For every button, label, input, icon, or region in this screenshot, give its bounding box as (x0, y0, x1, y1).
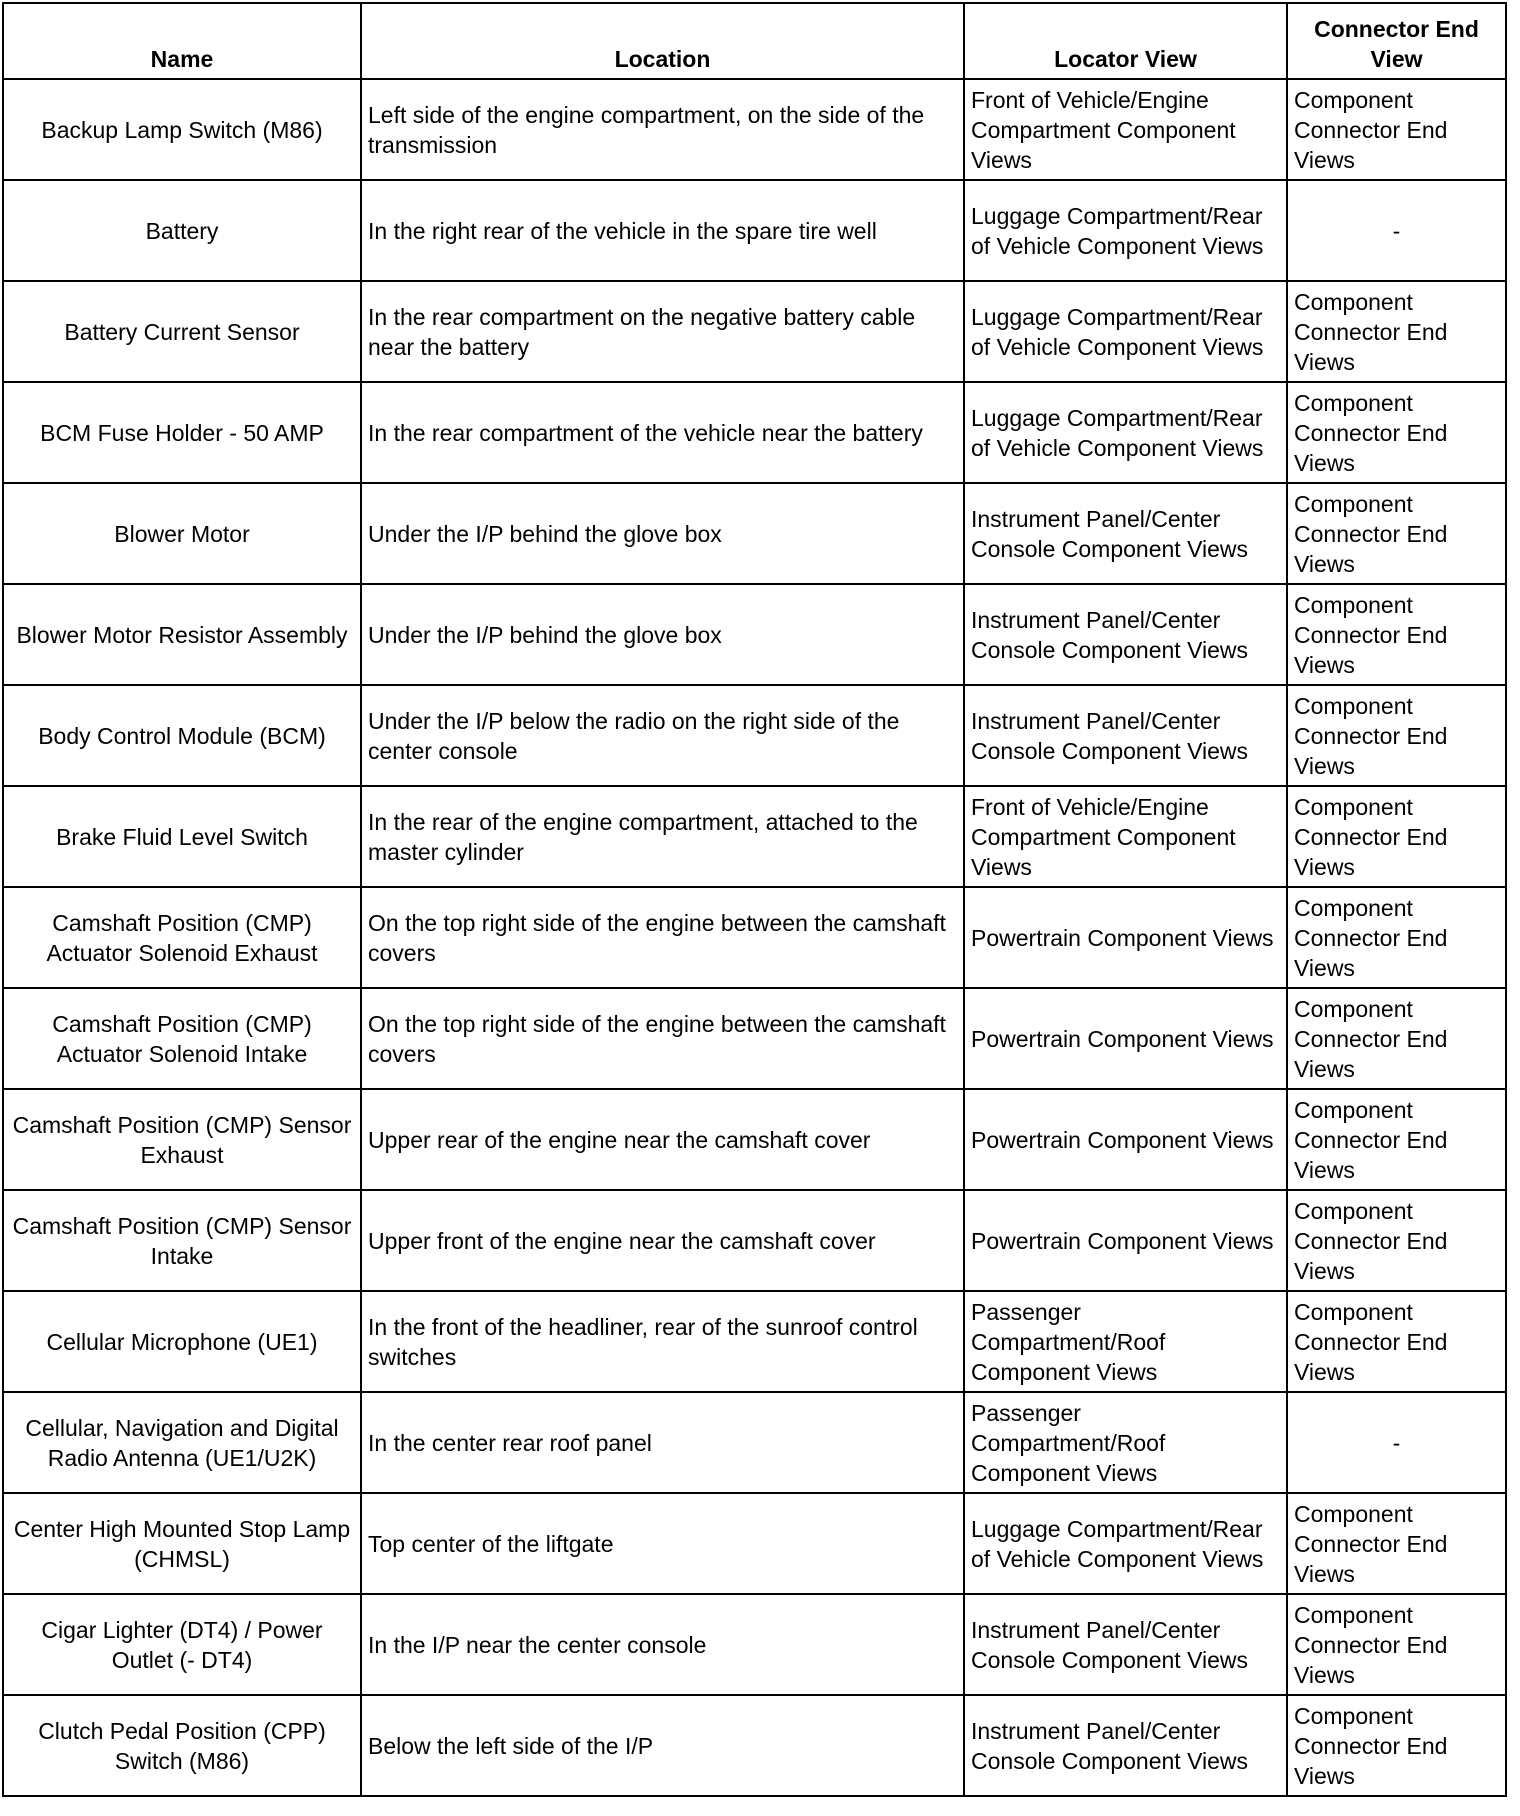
cell-connector-end-view: Component Connector End Views (1287, 281, 1506, 382)
cell-connector-end-view: - (1287, 180, 1506, 281)
table-body (3, 79, 1506, 1796)
cell-locator-view: Instrument Panel/Center Console Component Views (964, 1695, 1287, 1796)
cell-locator-view: Instrument Panel/Center Console Component Views (964, 584, 1287, 685)
cell-name: Camshaft Position (CMP) Actuator Solenoid Exhaust (3, 887, 361, 988)
cell-name: Cellular, Navigation and Digital Radio Antenna (UE1/U2K) (3, 1392, 361, 1493)
cell-name: Clutch Pedal Position (CPP) Switch (M86) (3, 1695, 361, 1796)
cell-name: Blower Motor Resistor Assembly (3, 584, 361, 685)
cell-location: In the front of the headliner, rear of the sunroof control switches (361, 1291, 964, 1392)
cell-location: On the top right side of the engine between the camshaft covers (361, 887, 964, 988)
component-locator-table (2, 2, 1507, 1797)
table-row (3, 584, 1506, 685)
table-row (3, 786, 1506, 887)
cell-location: Top center of the liftgate (361, 1493, 964, 1594)
cell-locator-view: Powertrain Component Views (964, 1190, 1287, 1291)
cell-connector-end-view: Component Connector End Views (1287, 887, 1506, 988)
cell-locator-view: Passenger Compartment/Roof Component Views (964, 1291, 1287, 1392)
cell-connector-end-view: Component Connector End Views (1287, 1695, 1506, 1796)
cell-locator-view: Instrument Panel/Center Console Component Views (964, 685, 1287, 786)
cell-connector-end-view: Component Connector End Views (1287, 1089, 1506, 1190)
cell-location: In the I/P near the center console (361, 1594, 964, 1695)
cell-location: In the rear of the engine compartment, attached to the master cylinder (361, 786, 964, 887)
table-row (3, 382, 1506, 483)
cell-locator-view: Luggage Compartment/Rear of Vehicle Component Views (964, 1493, 1287, 1594)
cell-name: Battery Current Sensor (3, 281, 361, 382)
cell-locator-view: Luggage Compartment/Rear of Vehicle Component Views (964, 281, 1287, 382)
cell-connector-end-view: - (1287, 1392, 1506, 1493)
cell-connector-end-view: Component Connector End Views (1287, 1594, 1506, 1695)
table-row (3, 483, 1506, 584)
table-row (3, 180, 1506, 281)
cell-connector-end-view: Component Connector End Views (1287, 1291, 1506, 1392)
cell-locator-view: Front of Vehicle/Engine Compartment Component Views (964, 79, 1287, 180)
header-row (3, 3, 1506, 79)
cell-locator-view: Luggage Compartment/Rear of Vehicle Component Views (964, 180, 1287, 281)
table-row (3, 1695, 1506, 1796)
cell-locator-view: Passenger Compartment/Roof Component Views (964, 1392, 1287, 1493)
header-name: Name (3, 3, 361, 79)
table-row (3, 79, 1506, 180)
cell-name: Camshaft Position (CMP) Sensor Exhaust (3, 1089, 361, 1190)
table-row (3, 1493, 1506, 1594)
cell-location: Upper rear of the engine near the camshaft cover (361, 1089, 964, 1190)
cell-connector-end-view: Component Connector End Views (1287, 1190, 1506, 1291)
cell-location: In the right rear of the vehicle in the spare tire well (361, 180, 964, 281)
cell-name: Cellular Microphone (UE1) (3, 1291, 361, 1392)
table-row (3, 1594, 1506, 1695)
cell-location: In the rear compartment on the negative battery cable near the battery (361, 281, 964, 382)
cell-location: On the top right side of the engine between the camshaft covers (361, 988, 964, 1089)
cell-name: Center High Mounted Stop Lamp (CHMSL) (3, 1493, 361, 1594)
table-row (3, 1291, 1506, 1392)
cell-connector-end-view: Component Connector End Views (1287, 1493, 1506, 1594)
cell-location: Under the I/P behind the glove box (361, 483, 964, 584)
table-row (3, 988, 1506, 1089)
cell-connector-end-view: Component Connector End Views (1287, 382, 1506, 483)
cell-location: Upper front of the engine near the camshaft cover (361, 1190, 964, 1291)
cell-connector-end-view: Component Connector End Views (1287, 584, 1506, 685)
cell-name: Body Control Module (BCM) (3, 685, 361, 786)
cell-location: Below the left side of the I/P (361, 1695, 964, 1796)
cell-name: Brake Fluid Level Switch (3, 786, 361, 887)
cell-connector-end-view: Component Connector End Views (1287, 685, 1506, 786)
table-row (3, 1190, 1506, 1291)
cell-name: Backup Lamp Switch (M86) (3, 79, 361, 180)
cell-name: Camshaft Position (CMP) Actuator Solenoid Intake (3, 988, 361, 1089)
cell-connector-end-view: Component Connector End Views (1287, 483, 1506, 584)
cell-locator-view: Instrument Panel/Center Console Component Views (964, 483, 1287, 584)
cell-name: Camshaft Position (CMP) Sensor Intake (3, 1190, 361, 1291)
cell-name: Blower Motor (3, 483, 361, 584)
cell-locator-view: Instrument Panel/Center Console Component Views (964, 1594, 1287, 1695)
table-row (3, 1089, 1506, 1190)
cell-name: BCM Fuse Holder - 50 AMP (3, 382, 361, 483)
cell-connector-end-view: Component Connector End Views (1287, 79, 1506, 180)
cell-name: Battery (3, 180, 361, 281)
cell-location: Left side of the engine compartment, on the side of the transmission (361, 79, 964, 180)
table-row (3, 1392, 1506, 1493)
table-row (3, 281, 1506, 382)
table-row (3, 685, 1506, 786)
header-connector-end-view: Connector End View (1287, 3, 1506, 79)
cell-connector-end-view: Component Connector End Views (1287, 786, 1506, 887)
cell-name: Cigar Lighter (DT4) / Power Outlet (- DT4) (3, 1594, 361, 1695)
cell-locator-view: Front of Vehicle/Engine Compartment Component Views (964, 786, 1287, 887)
cell-location: Under the I/P below the radio on the right side of the center console (361, 685, 964, 786)
cell-locator-view: Powertrain Component Views (964, 1089, 1287, 1190)
table-row (3, 887, 1506, 988)
cell-locator-view: Luggage Compartment/Rear of Vehicle Component Views (964, 382, 1287, 483)
cell-locator-view: Powertrain Component Views (964, 887, 1287, 988)
cell-connector-end-view: Component Connector End Views (1287, 988, 1506, 1089)
cell-location: In the center rear roof panel (361, 1392, 964, 1493)
header-location: Location (361, 3, 964, 79)
cell-location: Under the I/P behind the glove box (361, 584, 964, 685)
header-locator-view: Locator View (964, 3, 1287, 79)
cell-locator-view: Powertrain Component Views (964, 988, 1287, 1089)
cell-location: In the rear compartment of the vehicle near the battery (361, 382, 964, 483)
